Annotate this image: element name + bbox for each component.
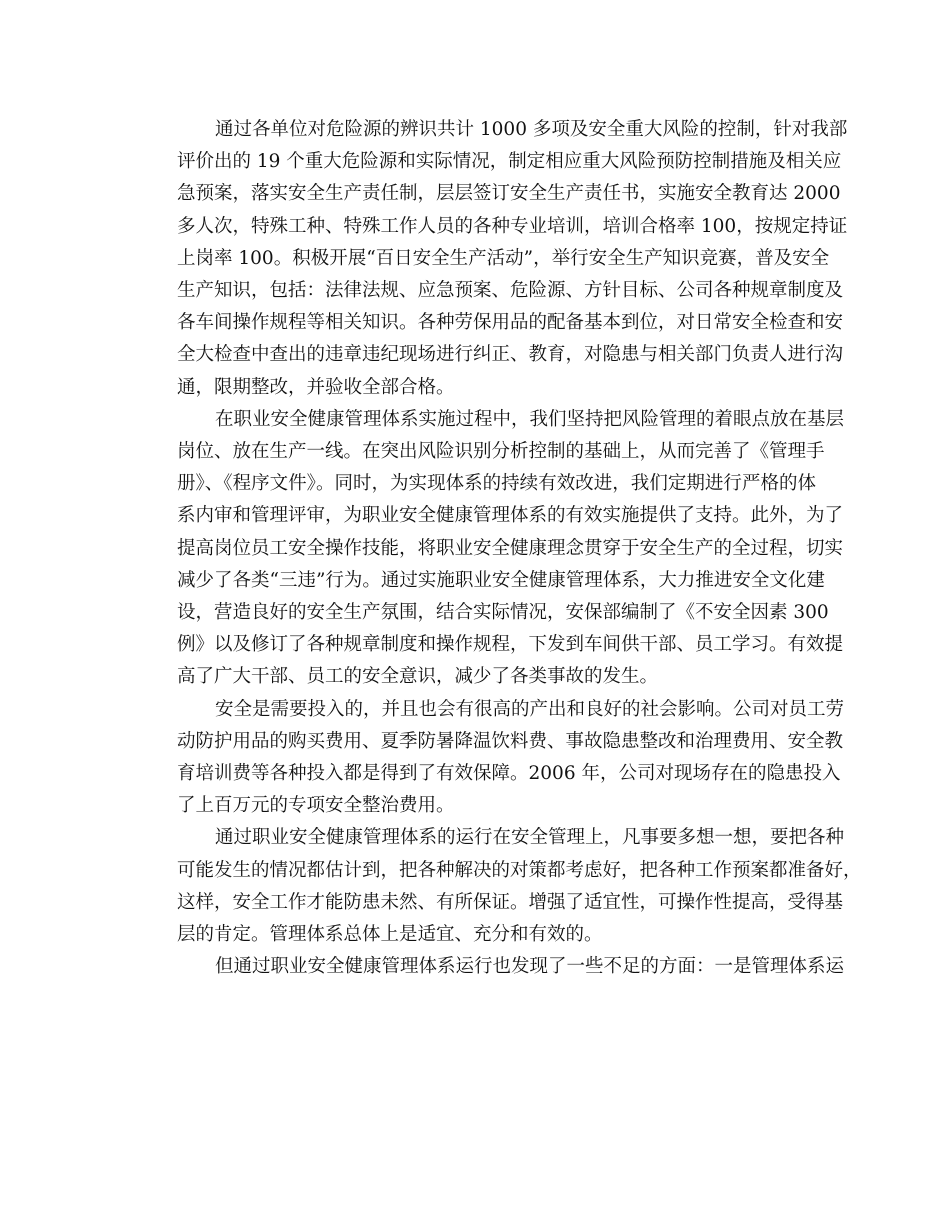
paragraph-system-operation	[140, 822, 862, 951]
text-line: 上岗率 100。积极开展“百日安全生产活动”，举行安全生产知识竞赛，普及安全	[177, 247, 830, 269]
text-line: 岗位、放在生产一线。在突出风险识别分析控制的基础上，从而完善了《管理手	[177, 441, 825, 463]
text-line: 但通过职业安全健康管理体系运行也发现了一些不足的方面：一是管理体系运	[215, 956, 845, 978]
text-line: 可能发生的情况都估计到，把各种解决的对策都考虑好，把各种工作预案都准备好，	[177, 859, 862, 881]
text-line: 多人次，特殊工种、特殊工作人员的各种专业培训，培训合格率 100，按规定持证	[177, 215, 848, 237]
text-line: 层的肯定。管理体系总体上是适宜、充分和有效的。	[177, 924, 603, 946]
text-line: 全大检查中查出的违章违纪现场进行纠正、教育，对隐患与相关部门负责人进行沟	[177, 344, 844, 366]
text-line: 通，限期整改，并验收全部合格。	[177, 376, 455, 398]
text-line: 在职业安全健康管理体系实施过程中，我们坚持把风险管理的着眼点放在基层	[215, 408, 845, 430]
text-line: 各车间操作规程等相关知识。各种劳保用品的配备基本到位，对日常安全检查和安	[177, 312, 844, 334]
text-line: 册》、《程序文件》。同时，为实现体系的持续有效改进，我们定期进行严格的体	[177, 473, 816, 495]
text-line: 了上百万元的专项安全整治费用。	[177, 795, 455, 817]
text-line: 育培训费等各种投入都是得到了有效保障。2006 年，公司对现场存在的隐患投入	[177, 763, 841, 785]
text-line: 例》以及修订了各种规章制度和操作规程，下发到车间供干部、员工学习。有效提	[177, 634, 844, 656]
text-line: 设，营造良好的安全生产氛围，结合实际情况，安保部编制了《不安全因素 300	[177, 602, 829, 624]
document-body	[140, 114, 862, 983]
text-line: 生产知识，包括：法律法规、应急预案、危险源、方针目标、公司各种规章制度及	[177, 280, 844, 302]
text-line: 评价出的 19 个重大危险源和实际情况，制定相应重大风险预防控制措施及相关应	[177, 151, 842, 173]
text-line: 提高岗位员工安全操作技能，将职业安全健康理念贯穿于安全生产的全过程，切实	[177, 537, 844, 559]
text-line: 减少了各类“三违”行为。通过实施职业安全健康管理体系，大力推进安全文化建	[177, 569, 825, 591]
text-line: 系内审和管理评审，为职业安全健康管理体系的有效实施提供了支持。此外，为了	[177, 505, 844, 527]
paragraph-shortcomings	[140, 951, 845, 983]
text-line: 急预案，落实安全生产责任制，层层签订安全生产责任书，实施安全教育达 2000	[177, 183, 841, 205]
paragraph-hazard-control	[140, 114, 848, 404]
text-line: 动防护用品的购买费用、夏季防暑降温饮料费、事故隐患整改和治理费用、安全教	[177, 730, 844, 752]
text-line: 高了广大干部、员工的安全意识，减少了各类事故的发生。	[177, 666, 659, 688]
text-line: 安全是需要投入的，并且也会有很高的产出和良好的社会影响。公司对员工劳	[215, 698, 845, 720]
paragraph-management-system	[140, 404, 845, 694]
text-line: 通过各单位对危险源的辨识共计 1000 多项及安全重大风险的控制，针对我部	[215, 119, 848, 140]
text-line: 这样，安全工作才能防患未然、有所保证。增强了适宜性，可操作性提高，受得基	[177, 891, 844, 913]
paragraph-safety-investment	[140, 694, 845, 823]
text-line: 通过职业安全健康管理体系的运行在安全管理上，凡事要多想一想，要把各种	[215, 827, 845, 849]
